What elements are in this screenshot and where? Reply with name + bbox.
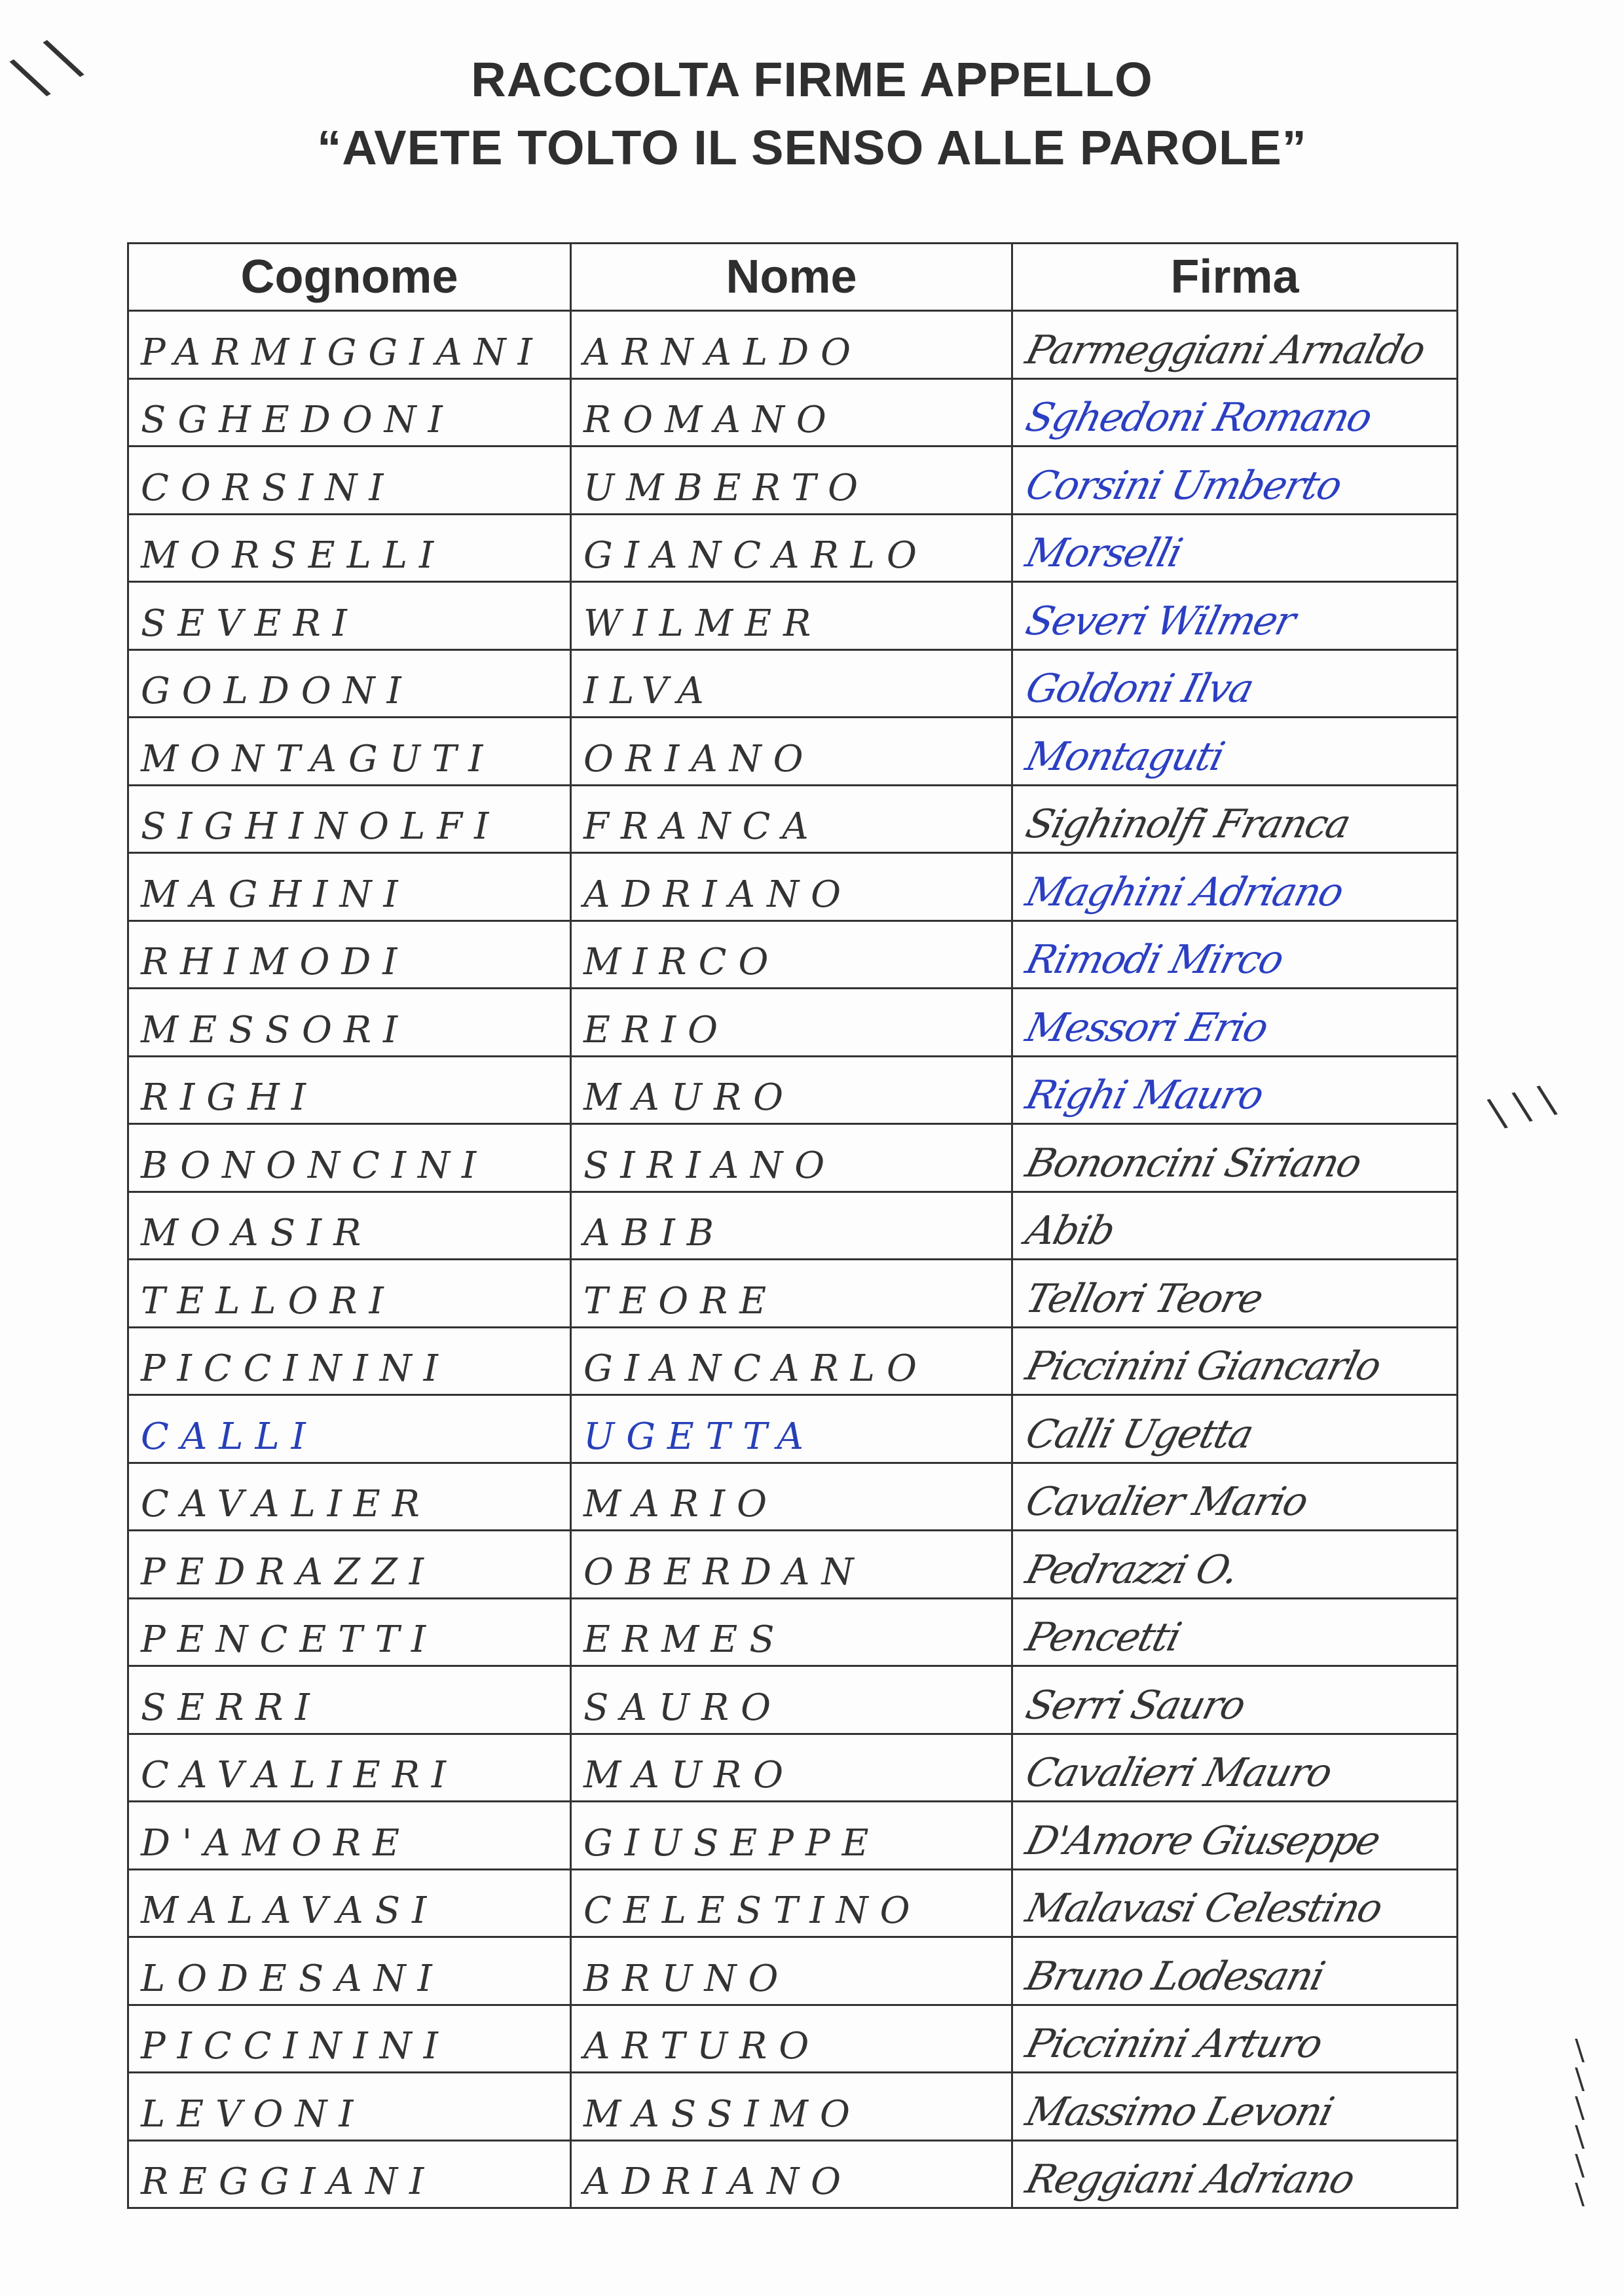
- firma-cell: [1012, 1192, 1458, 1260]
- firma-text: Calli Ugetta: [1021, 1411, 1257, 1457]
- side-tally-mark-bottom: \ \ \ \ \ \: [1575, 2033, 1585, 2211]
- title-block: [0, 46, 1624, 182]
- header-nome: Nome: [571, 244, 1012, 311]
- nome-cell: [571, 1802, 1012, 1870]
- nome-text: ARTURO: [583, 2025, 821, 2068]
- cognome-cell: [128, 920, 571, 989]
- cognome-cell: [128, 1869, 571, 1937]
- firma-cell: [1012, 2073, 1458, 2141]
- firma-text: Reggiani Adriano: [1021, 2157, 1359, 2202]
- title-line-1: RACCOLTA FIRME APPELLO: [471, 52, 1153, 107]
- cognome-text: PEDRAZZI: [141, 1550, 436, 1594]
- header-cognome: Cognome: [128, 244, 571, 311]
- nome-cell: [571, 785, 1012, 853]
- cognome-text: GOLDONI: [141, 670, 413, 712]
- cognome-cell: [128, 2140, 571, 2208]
- nome-cell: [571, 989, 1012, 1057]
- nome-cell: [571, 1327, 1012, 1395]
- cognome-text: RHIMODI: [141, 941, 409, 983]
- firma-cell: [1012, 785, 1458, 853]
- nome-cell: [571, 1666, 1012, 1734]
- table-row: [128, 1869, 1458, 1937]
- firma-text: D'Amore Giuseppe: [1021, 1817, 1384, 1864]
- cognome-text: PICCININI: [141, 2025, 450, 2068]
- nome-text: SIRIANO: [583, 1144, 837, 1187]
- firma-text: Massimo Levoni: [1021, 2088, 1338, 2135]
- nome-text: ORIANO: [583, 737, 815, 780]
- nome-cell: [571, 1463, 1012, 1531]
- cognome-text: REGGIANI: [141, 2160, 436, 2203]
- table-row: [128, 582, 1458, 650]
- firma-cell: [1012, 1327, 1458, 1395]
- firma-text: Pencetti: [1021, 1614, 1185, 1660]
- nome-cell: [571, 514, 1012, 582]
- firma-cell: [1012, 1395, 1458, 1463]
- table-row: [128, 1666, 1458, 1734]
- nome-cell: [571, 718, 1012, 786]
- cognome-cell: [128, 785, 571, 853]
- firma-text: Tellori Teore: [1021, 1275, 1267, 1322]
- table-body: [128, 311, 1458, 2208]
- firma-cell: [1012, 1802, 1458, 1870]
- nome-text: ADRIANO: [583, 2160, 853, 2203]
- cognome-text: LODESANI: [141, 1957, 444, 2000]
- firma-text: Abib: [1021, 1208, 1119, 1254]
- table-row: [128, 1395, 1458, 1463]
- nome-text: WILMER: [583, 602, 823, 645]
- nome-cell: [571, 1395, 1012, 1463]
- cognome-cell: [128, 1260, 571, 1328]
- table-row: [128, 989, 1458, 1057]
- firma-cell: [1012, 1869, 1458, 1937]
- table-row: [128, 311, 1458, 379]
- firma-text: Righi Mauro: [1021, 1072, 1268, 1118]
- header-firma: Firma: [1012, 244, 1458, 311]
- firma-cell: [1012, 1260, 1458, 1328]
- table-row: [128, 2005, 1458, 2073]
- cognome-text: CALLI: [141, 1415, 318, 1458]
- nome-cell: [571, 920, 1012, 989]
- firma-text: Corsini Umberto: [1021, 462, 1346, 509]
- nome-cell: [571, 378, 1012, 446]
- firma-text: Morselli: [1021, 530, 1187, 576]
- table-row: [128, 1192, 1458, 1260]
- nome-cell: [571, 1937, 1012, 2005]
- nome-text: CELESTINO: [583, 1889, 922, 1932]
- cognome-text: PARMIGGIANI: [141, 331, 544, 374]
- firma-text: Montaguti: [1021, 733, 1228, 780]
- firma-text: Serri Sauro: [1021, 1682, 1249, 1728]
- cognome-text: MONTAGUTI: [141, 737, 495, 780]
- firma-cell: [1012, 1734, 1458, 1802]
- firma-text: Sighinolfi Franca: [1021, 801, 1355, 847]
- table-header-row: [128, 244, 1458, 311]
- table-row: [128, 1734, 1458, 1802]
- cognome-cell: [128, 1666, 571, 1734]
- firma-cell: [1012, 718, 1458, 786]
- table-row: [128, 1327, 1458, 1395]
- table-row: [128, 649, 1458, 718]
- nome-text: ROMANO: [583, 399, 838, 441]
- nome-text: MIRCO: [583, 941, 781, 983]
- nome-cell: [571, 1734, 1012, 1802]
- nome-text: OBERDAN: [583, 1550, 866, 1594]
- nome-text: TEORE: [583, 1279, 779, 1322]
- firma-cell: [1012, 311, 1458, 379]
- cognome-cell: [128, 1463, 571, 1531]
- cognome-text: LEVONI: [141, 2092, 365, 2136]
- table-row: [128, 2073, 1458, 2141]
- table-row: [128, 1463, 1458, 1531]
- firma-text: Rimodi Mirco: [1021, 937, 1288, 983]
- nome-cell: [571, 649, 1012, 718]
- table-row: [128, 378, 1458, 446]
- nome-text: MAURO: [583, 1076, 796, 1119]
- firma-text: Piccinini Arturo: [1021, 2021, 1327, 2067]
- signatures-table: [127, 242, 1458, 2209]
- firma-text: Severi Wilmer: [1021, 598, 1300, 644]
- nome-cell: [571, 446, 1012, 515]
- firma-cell: [1012, 2005, 1458, 2073]
- firma-text: Piccinini Giancarlo: [1021, 1343, 1385, 1389]
- cognome-text: MESSORI: [141, 1008, 410, 1051]
- title-line-2: “AVETE TOLTO IL SENSO ALLE PAROLE”: [317, 120, 1307, 175]
- firma-text: Messori Erio: [1021, 1004, 1272, 1051]
- nome-text: GIANCARLO: [583, 534, 929, 577]
- cognome-cell: [128, 311, 571, 379]
- firma-cell: [1012, 649, 1458, 718]
- firma-text: Bruno Lodesani: [1021, 1953, 1329, 1999]
- firma-text: Sghedoni Romano: [1021, 395, 1376, 441]
- firma-cell: [1012, 582, 1458, 650]
- nome-text: FRANCA: [583, 805, 821, 848]
- cognome-cell: [128, 1192, 571, 1260]
- firma-cell: [1012, 1598, 1458, 1666]
- cognome-text: CAVALIERI: [141, 1754, 458, 1796]
- nome-cell: [571, 1056, 1012, 1124]
- cognome-text: SIGHINOLFI: [141, 805, 501, 848]
- nome-text: ADRIANO: [583, 873, 853, 916]
- table-row: [128, 853, 1458, 921]
- table-row: [128, 1124, 1458, 1192]
- firma-text: Malavasi Celestino: [1021, 1886, 1386, 1931]
- cognome-text: SEVERI: [141, 602, 359, 645]
- nome-text: MAURO: [583, 1754, 796, 1796]
- firma-cell: [1012, 1666, 1458, 1734]
- firma-text: Cavalier Mario: [1021, 1479, 1312, 1525]
- cognome-cell: [128, 1124, 571, 1192]
- cognome-text: CAVALIER: [141, 1483, 432, 1525]
- nome-text: MASSIMO: [583, 2092, 862, 2136]
- cognome-text: PICCININI: [141, 1347, 450, 1390]
- cognome-cell: [128, 446, 571, 515]
- firma-cell: [1012, 1124, 1458, 1192]
- nome-text: UMBERTO: [583, 466, 870, 509]
- nome-cell: [571, 1869, 1012, 1937]
- nome-cell: [571, 1598, 1012, 1666]
- firma-text: Bononcini Siriano: [1021, 1140, 1366, 1186]
- nome-text: SAURO: [583, 1686, 783, 1729]
- nome-cell: [571, 2073, 1012, 2141]
- table-row: [128, 2140, 1458, 2208]
- cognome-text: CORSINI: [141, 466, 396, 509]
- table-row: [128, 785, 1458, 853]
- firma-cell: [1012, 989, 1458, 1057]
- firma-cell: [1012, 853, 1458, 921]
- firma-cell: [1012, 378, 1458, 446]
- firma-cell: [1012, 1937, 1458, 2005]
- nome-cell: [571, 2005, 1012, 2073]
- nome-cell: [571, 1124, 1012, 1192]
- cognome-text: PENCETTI: [141, 1618, 438, 1661]
- firma-cell: [1012, 1056, 1458, 1124]
- table-row: [128, 446, 1458, 515]
- cognome-cell: [128, 1056, 571, 1124]
- nome-text: MARIO: [583, 1483, 779, 1525]
- cognome-cell: [128, 2073, 571, 2141]
- cognome-cell: [128, 1734, 571, 1802]
- firma-cell: [1012, 446, 1458, 515]
- cognome-cell: [128, 2005, 571, 2073]
- cognome-text: MAGHINI: [141, 873, 410, 916]
- nome-text: ARNALDO: [583, 331, 863, 374]
- nome-cell: [571, 853, 1012, 921]
- nome-text: GIUSEPPE: [583, 1821, 881, 1865]
- table-row: [128, 1531, 1458, 1599]
- cognome-cell: [128, 514, 571, 582]
- nome-text: ERIO: [583, 1008, 730, 1051]
- cognome-text: SERRI: [141, 1686, 322, 1729]
- cognome-text: MOASIR: [141, 1212, 373, 1254]
- nome-cell: [571, 582, 1012, 650]
- cognome-text: RIGHI: [141, 1076, 318, 1119]
- cognome-cell: [128, 989, 571, 1057]
- cognome-cell: [128, 1395, 571, 1463]
- nome-cell: [571, 1192, 1012, 1260]
- cognome-cell: [128, 378, 571, 446]
- table-row: [128, 1056, 1458, 1124]
- cognome-text: D'AMORE: [141, 1821, 412, 1865]
- table-row: [128, 1802, 1458, 1870]
- nome-cell: [571, 1531, 1012, 1599]
- table-row: [128, 718, 1458, 786]
- cognome-cell: [128, 718, 571, 786]
- firma-cell: [1012, 2140, 1458, 2208]
- corner-tally-mark: \ \: [3, 22, 89, 112]
- table-row: [128, 920, 1458, 989]
- firma-cell: [1012, 1531, 1458, 1599]
- table-row: [128, 1598, 1458, 1666]
- cognome-text: MORSELLI: [141, 534, 446, 577]
- nome-text: ABIB: [583, 1212, 726, 1254]
- nome-text: UGETTA: [583, 1415, 815, 1458]
- cognome-cell: [128, 853, 571, 921]
- cognome-cell: [128, 1531, 571, 1599]
- cognome-cell: [128, 1598, 571, 1666]
- firma-cell: [1012, 1463, 1458, 1531]
- cognome-cell: [128, 649, 571, 718]
- table-row: [128, 514, 1458, 582]
- firma-text: Parmeggiani Arnaldo: [1021, 327, 1430, 373]
- cognome-cell: [128, 1937, 571, 2005]
- table-row: [128, 1937, 1458, 2005]
- nome-cell: [571, 1260, 1012, 1328]
- firma-text: Goldoni Ilva: [1021, 666, 1258, 712]
- table-row: [128, 1260, 1458, 1328]
- firma-text: Cavalieri Mauro: [1021, 1750, 1336, 1796]
- cognome-cell: [128, 1802, 571, 1870]
- firma-cell: [1012, 920, 1458, 989]
- nome-cell: [571, 311, 1012, 379]
- cognome-cell: [128, 582, 571, 650]
- nome-text: GIANCARLO: [583, 1347, 929, 1390]
- nome-text: ILVA: [583, 670, 716, 712]
- firma-text: Pedrazzi O.: [1021, 1546, 1243, 1593]
- cognome-cell: [128, 1327, 571, 1395]
- cognome-text: BONONCINI: [141, 1144, 489, 1187]
- firma-text: Maghini Adriano: [1021, 869, 1348, 915]
- nome-text: ERMES: [583, 1618, 786, 1661]
- firma-cell: [1012, 514, 1458, 582]
- nome-cell: [571, 2140, 1012, 2208]
- cognome-text: SGHEDONI: [141, 399, 454, 441]
- side-tally-mark: \ \ \: [1485, 1076, 1560, 1137]
- cognome-text: MALAVASI: [141, 1889, 439, 1932]
- cognome-text: TELLORI: [141, 1279, 396, 1322]
- nome-text: BRUNO: [583, 1957, 790, 2000]
